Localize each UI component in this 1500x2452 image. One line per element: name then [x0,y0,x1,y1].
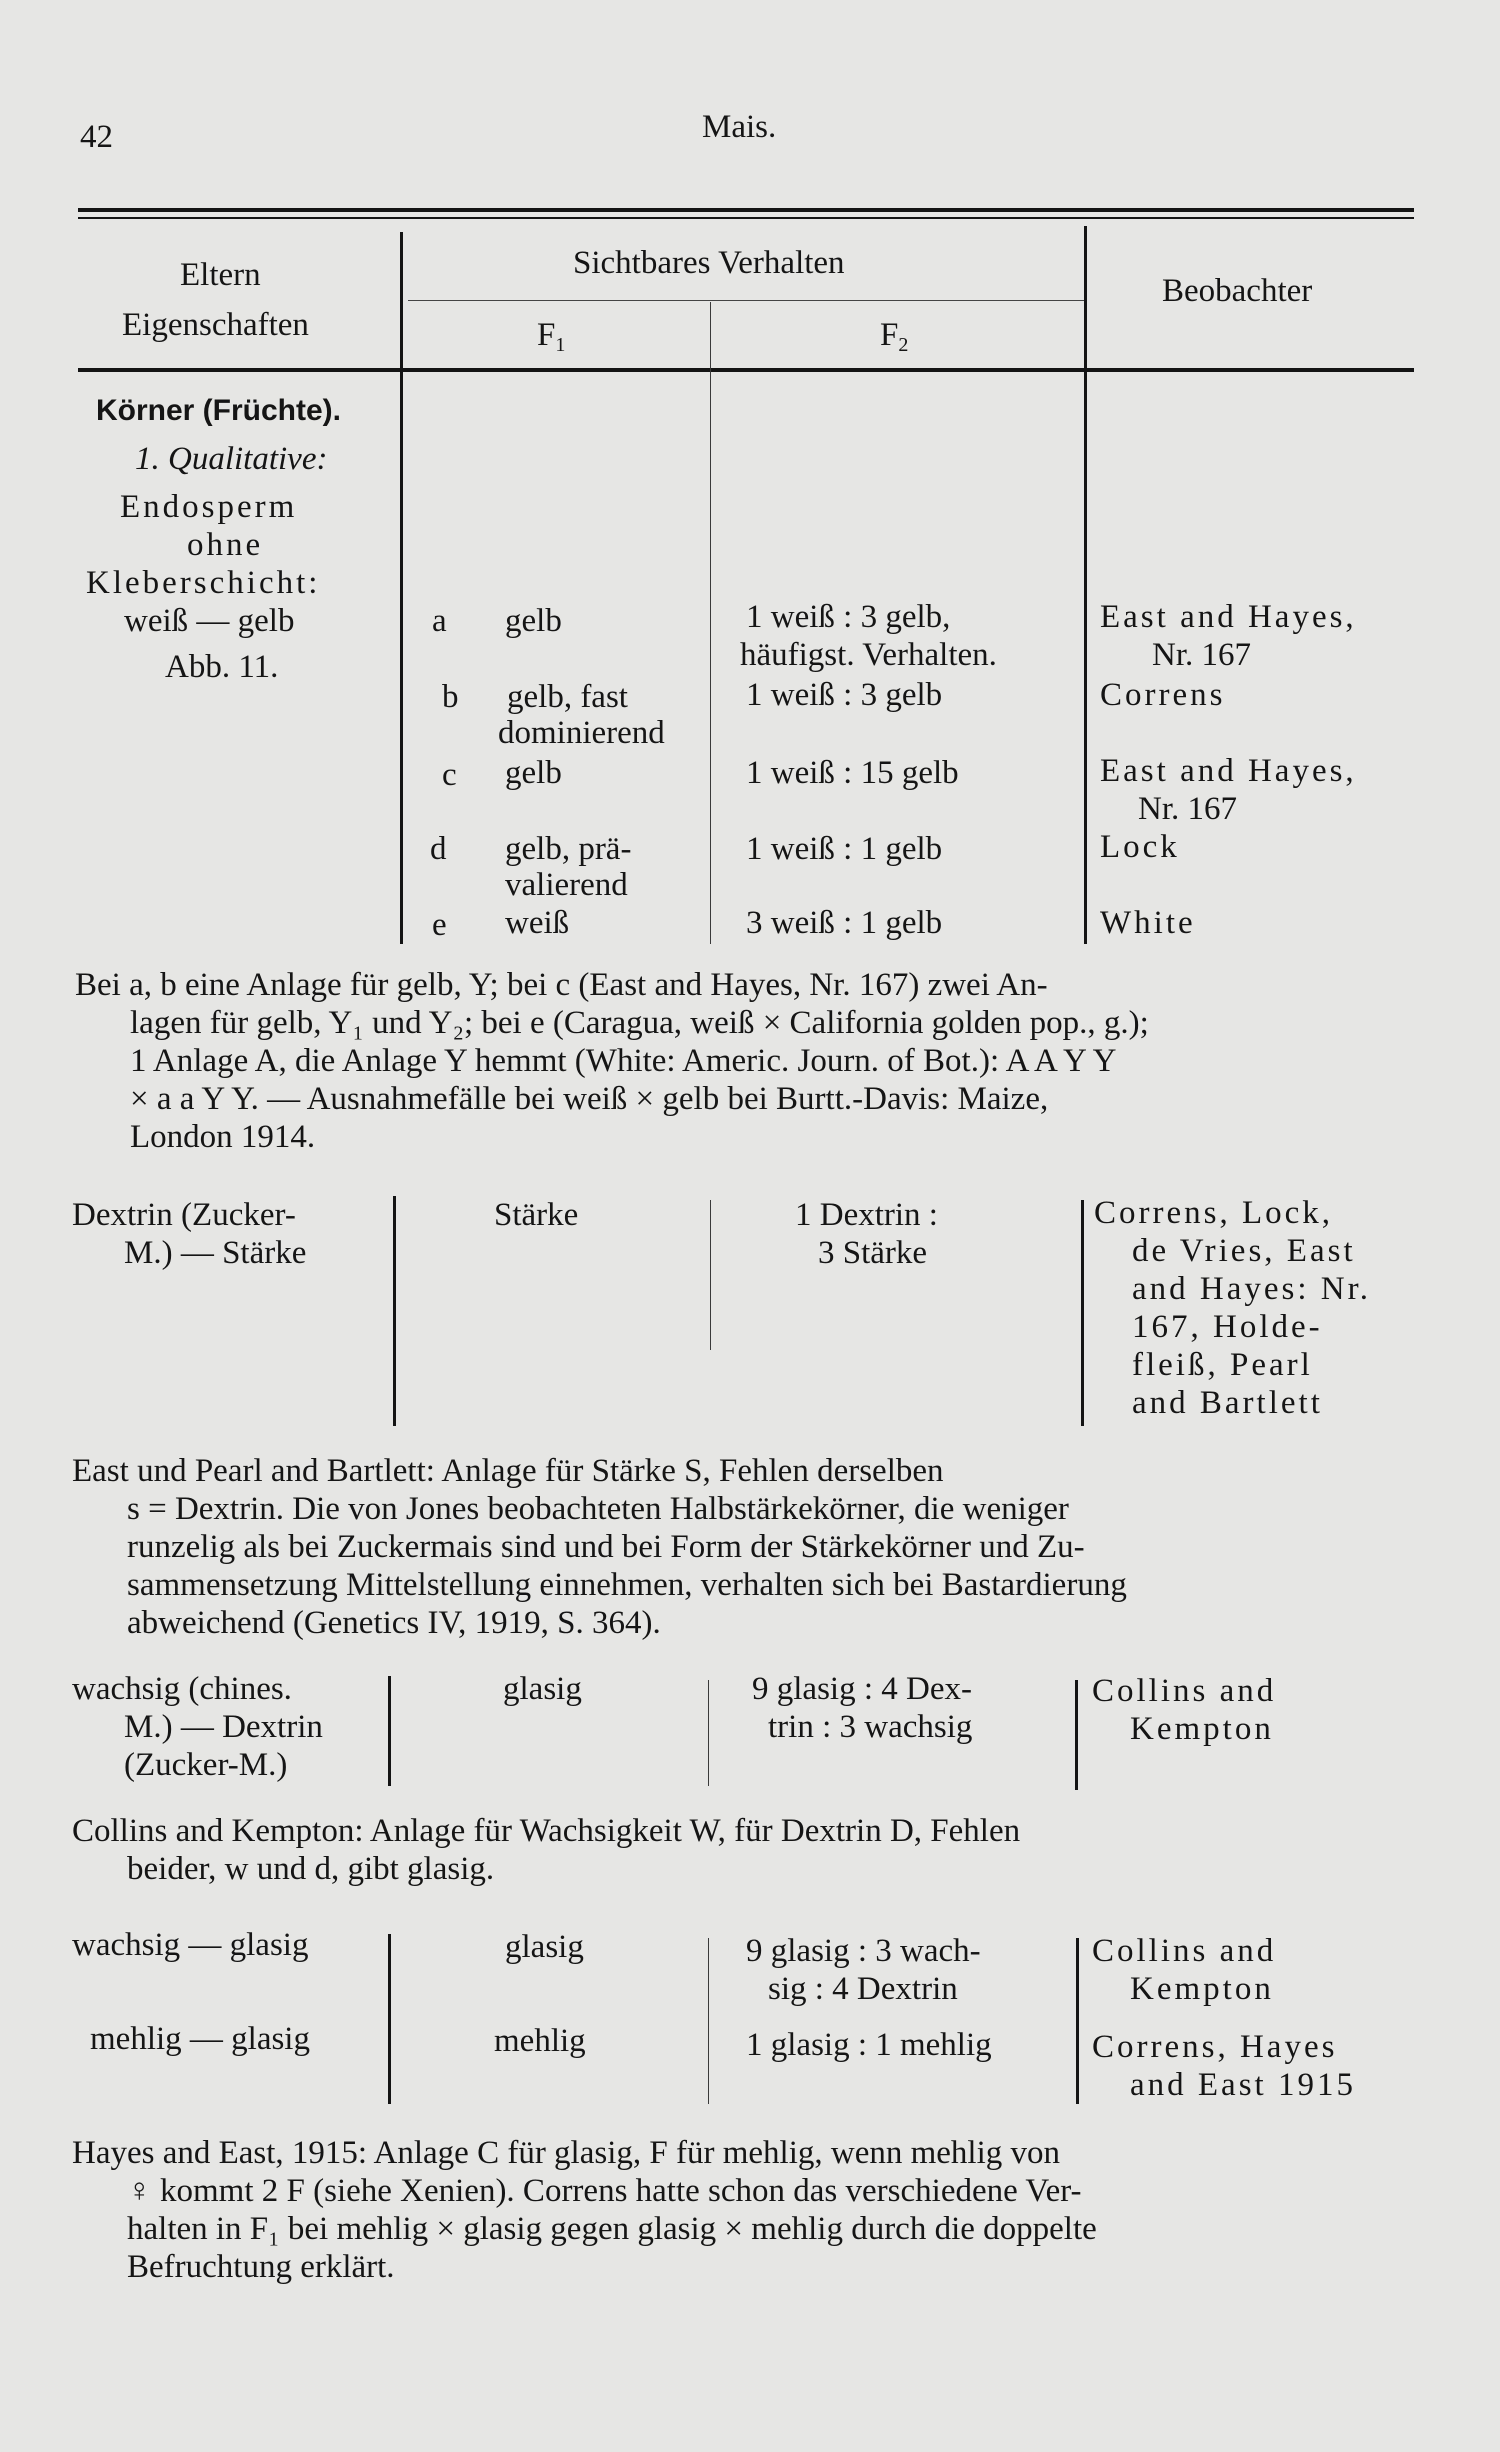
section-heading: Körner (Früchte). [96,394,342,427]
row-f1: gelb, prä- [505,831,632,867]
row-f1: glasig [505,1929,584,1965]
col-rule-f1-f2 [708,1680,709,1786]
header-f2: $F_2$ [880,317,909,356]
page-number: 42 [80,119,113,155]
col-rule-1 [388,1676,391,1786]
row-observer: and Hayes: Nr. [1132,1271,1372,1307]
row-observer: and East 1915 [1130,2067,1356,2103]
row-f1: gelb, fast [507,679,628,715]
row-f2: 1 glasig : 1 mehlig [746,2027,992,2063]
row-letter: c [442,757,457,793]
row-observer: Nr. 167 [1152,637,1251,673]
parents-text: M.) — Dextrin [124,1709,323,1745]
parents-text: wachsig (chines. [72,1671,292,1707]
header-f1: $F_1$ [537,317,566,356]
row-f2: 1 weiß : 3 gelb [746,677,943,713]
parents-text: M.) — Stärke [124,1235,307,1271]
row-f1: glasig [503,1671,582,1707]
parents-text: (Zucker-M.) [124,1747,288,1783]
row-f1: gelb [505,603,562,639]
row-observer: Kempton [1130,1711,1274,1747]
col-rule-f1-f2 [710,1200,711,1350]
row-f2: 1 Dextrin : [795,1197,938,1233]
row-observer: de Vries, East [1132,1233,1356,1269]
row-observer: Correns, Lock, [1094,1195,1334,1231]
row-f1: weiß [505,905,570,941]
table-top-rule [78,208,1414,212]
note-paragraph: Bei a, b eine Anlage für gelb, Y; bei c (East and Hayes, Nr. 167) zwei An- lagen für gelb, Y₁ und Y₂; bei e (Caragua, weiß × California golden pop., g.); 1 Anlage A, die Anlage Y hemmt (White: Americ. Journ. of Bot.): A A Y Y × a a Y Y. — Ausnahmefälle bei weiß × gelb bei Burtt.-Davis: Maize, London 1914. [75,967,1149,1155]
row-f2: sig : 4 Dextrin [768,1971,958,2007]
row-observer: Collins and [1092,1933,1277,1969]
row-f2: 3 Stärke [818,1235,928,1271]
row-observer: Collins and [1092,1673,1277,1709]
table-top-rule-thin [78,217,1414,219]
row-f2: 3 weiß : 1 gelb [746,905,943,941]
row-f2: trin : 3 wachsig [768,1709,973,1745]
parents-text: Dextrin (Zucker- [72,1197,296,1233]
col-rule-f1-f2 [710,302,711,944]
col-rule-1 [393,1196,396,1426]
row-observer: and Bartlett [1132,1385,1323,1421]
label-endosperm: Endosperm [120,489,298,525]
row-letter: b [442,679,459,715]
label-abb: Abb. 11. [165,649,279,685]
row-observer: Nr. 167 [1138,791,1237,827]
row-observer: 167, Holde- [1132,1309,1323,1345]
header-beobachter: Beobachter [1162,273,1313,309]
col-rule-1 [400,232,403,944]
note-paragraph: Collins and Kempton: Anlage für Wachsigkeit W, für Dextrin D, Fehlen beider, w und d, gibt glasig. [72,1813,1021,1887]
row-f1: mehlig [494,2023,586,2059]
parents-text: wachsig — glasig [72,1927,309,1963]
row-observer: Correns, Hayes [1092,2029,1338,2065]
header-eltern: Eltern [180,257,261,293]
row-f2: 1 weiß : 3 gelb, [746,599,951,635]
row-letter: d [430,831,447,867]
parents-text: mehlig — glasig [90,2021,310,2057]
header-sichtbares-verhalten: Sichtbares Verhalten [573,245,845,281]
row-f1: gelb [505,755,562,791]
row-observer: Lock [1100,829,1180,865]
header-eigenschaften: Eigenschaften [122,307,309,343]
table-header-bottom-rule [78,368,1414,372]
row-f1: Stärke [494,1197,579,1233]
label-weiss-gelb: weiß — gelb [124,603,295,639]
col-rule-f1-f2 [708,1938,709,2104]
row-letter: a [432,603,447,639]
row-observer: fleiß, Pearl [1132,1347,1313,1383]
row-observer: Kempton [1130,1971,1274,2007]
col-rule-2 [1084,226,1087,944]
note-paragraph: Hayes and East, 1915: Anlage C für glasig, F für mehlig, wenn mehlig von ♀ kommt 2 F (siehe Xenien). Correns hatte schon das verschiedene Ver- halten in F₁ bei mehlig × glasig gegen glasig × mehlig durch die doppelte Befruchtung erklärt. [72,2135,1097,2285]
verhalten-subrule [408,300,1086,301]
section-subheading: 1. Qualitative: [135,441,328,477]
running-title: Mais. [702,109,777,145]
note-paragraph: East und Pearl and Bartlett: Anlage für Stärke S, Fehlen derselben s = Dextrin. Die von Jones beobachteten Halbstärkekörner, die weniger runzelig als bei Zuckermais sind und bei Form der Stärkekörner und Zu- sammensetzung Mittelstellung einnehmen, verhalten sich bei Bastardierung abweichend (Genetics IV, 1919, S. 364). [72,1453,1127,1641]
row-f2: häufigst. Verhalten. [740,637,997,673]
col-rule-2 [1076,1938,1079,2104]
col-rule-1 [388,1934,391,2104]
label-ohne: ohne [187,527,264,563]
row-observer: White [1100,905,1196,941]
row-f2: 9 glasig : 4 Dex- [752,1671,972,1707]
row-observer: Correns [1100,677,1226,713]
row-observer: East and Hayes, [1100,753,1357,789]
row-f1: dominierend [498,715,665,751]
col-rule-2 [1081,1200,1084,1426]
row-f2: 1 weiß : 1 gelb [746,831,943,867]
row-f2: 1 weiß : 15 gelb [746,755,959,791]
col-rule-2 [1075,1680,1078,1790]
row-letter: e [432,907,447,943]
label-kleberschicht: Kleberschicht: [86,565,321,601]
row-f1: valierend [505,867,628,903]
row-f2: 9 glasig : 3 wach- [746,1933,981,1969]
row-observer: East and Hayes, [1100,599,1357,635]
